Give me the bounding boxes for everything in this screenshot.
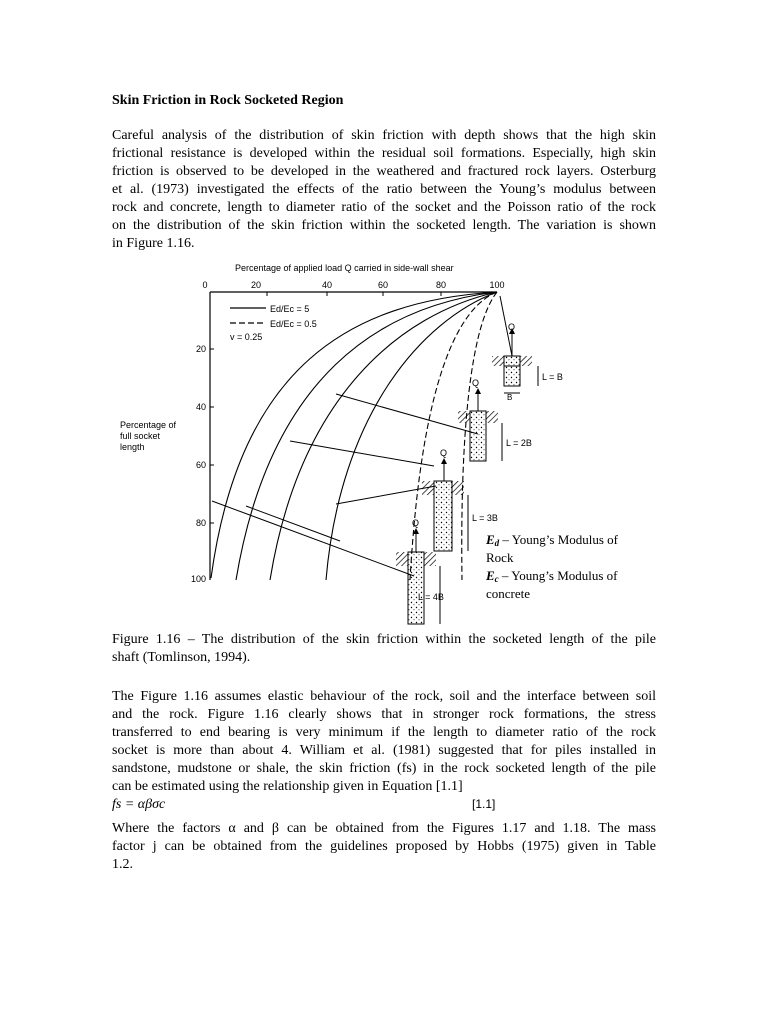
text-line: Figure 1.16 – The distribution of the skin friction within the socketed length of the pile (112, 632, 656, 647)
text-line: The Figure 1.16 assumes elastic behaviour of the rock, soil and the interface between soil (112, 689, 656, 704)
load-label: Q (472, 378, 480, 388)
socket-diagram (492, 322, 563, 402)
text-line: on the distribution of the skin friction within the socketed length. The variation is shown (112, 218, 656, 233)
text-line: rock and concrete, length to diameter ratio of the socket and the Poisson ratio of the rock (112, 200, 656, 215)
text-line: Careful analysis of the distribution of skin friction with depth shows that the high skin (112, 128, 656, 143)
text-line: and the rock. Figure 1.16 clearly shows that in stronger rock formations, the stress (112, 707, 656, 722)
x-tick-label: 100 (489, 280, 505, 290)
x-tick-label: 80 (435, 280, 447, 290)
y-tick-label: 20 (195, 344, 206, 354)
note-ed-line2: Rock (486, 550, 514, 565)
text-line: sandstone, mudstone or shale, the skin friction (fs) in the rock socketed length of the pile (112, 761, 656, 776)
y-tick-label: 80 (195, 518, 206, 528)
text-line: friction is observed to be developed in the weathered and fractured rock layers. Osterburg (112, 164, 656, 179)
socket-length-label: L = 3B (472, 513, 498, 523)
skin-friction-figure (100, 256, 660, 628)
legend-poisson: v = 0.25 (230, 332, 263, 342)
figure-top-title: Percentage of applied load Q carried in side-wall shear (235, 263, 454, 273)
y-title-line: Percentage of (120, 420, 177, 430)
note-ec: Ec – Young’s Modulus of (486, 568, 618, 584)
equation-number: [1.1] (472, 797, 496, 811)
legend-solid: Ed/Ec = 5 (270, 304, 310, 314)
text-line: et al. (1973) investigated the effects of the ratio between the Young’s modulus between (112, 182, 656, 197)
text-line: transferred to end bearing is very minimum if the length to diameter ratio of the rock (112, 725, 656, 740)
y-tick-label: 100 (190, 574, 206, 584)
intro-paragraph (112, 127, 656, 253)
load-label: Q (412, 518, 420, 528)
equation: fs = αβσc (112, 797, 166, 812)
diameter-label: B (507, 393, 513, 402)
legend-dashed: Ed/Ec = 0.5 (270, 319, 317, 329)
text-line: in Figure 1.16. (112, 236, 195, 251)
y-title-line: full socket (120, 431, 161, 441)
socket-length-label: L = 4B (418, 592, 444, 602)
x-tick-label: 40 (321, 280, 333, 290)
text-line: socket is more than about 4. William et al. (1981) suggested that for piles installed in (112, 743, 656, 758)
x-tick-label: 20 (250, 280, 262, 290)
y-tick-label: 40 (195, 402, 206, 412)
socket-length-label: L = B (542, 372, 563, 382)
load-label: Q (508, 322, 516, 332)
equation-line (112, 797, 656, 813)
x-tick-label: 0 (202, 280, 208, 290)
y-title-line: length (120, 442, 145, 452)
socket-length-label: L = 2B (506, 438, 532, 448)
text-line: Where the factors α and β can be obtained from the Figures 1.17 and 1.18. The mass (112, 821, 656, 836)
text-line: factor j can be obtained from the guidelines proposed by Hobbs (1975) given in Table (112, 839, 656, 854)
x-tick-label: 60 (377, 280, 389, 290)
text-line: frictional resistance is developed within the residual soil formations. Especially, high skin (112, 146, 656, 161)
figure-caption (112, 631, 656, 667)
note-ed: Ed – Young’s Modulus of (486, 532, 619, 548)
text-line: shaft (Tomlinson, 1994). (112, 650, 251, 665)
discussion-paragraph (112, 688, 656, 796)
factors-paragraph (112, 820, 656, 874)
text-line: can be estimated using the relationship given in Equation [1.1] (112, 779, 463, 794)
y-tick-label: 60 (195, 460, 206, 470)
section-heading: Skin Friction in Rock Socketed Region (112, 93, 344, 108)
note-ec-line2: concrete (486, 586, 531, 601)
load-label: Q (440, 448, 448, 458)
text-line: 1.2. (112, 857, 133, 872)
